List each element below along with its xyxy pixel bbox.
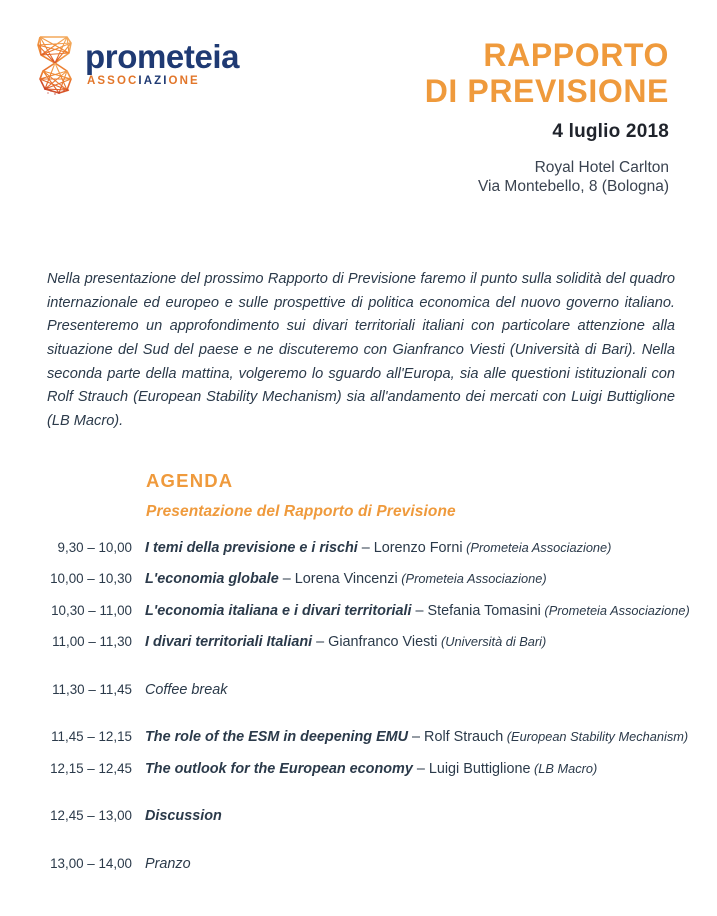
agenda-row-entry bbox=[145, 539, 611, 558]
agenda-row-separator: – bbox=[412, 760, 429, 777]
agenda-subheading: Presentazione del Rapporto di Previsione bbox=[146, 503, 456, 520]
agenda-row-entry bbox=[145, 760, 597, 779]
agenda-row-entry bbox=[145, 570, 547, 589]
agenda-row-title: Discussion bbox=[145, 808, 222, 825]
prometeia-helix-icon bbox=[33, 33, 77, 97]
agenda-row-time: 11,45 – 12,15 bbox=[51, 729, 132, 745]
agenda-row-title: I temi della previsione e i rischi bbox=[145, 540, 358, 556]
agenda-row-separator: – bbox=[408, 729, 425, 746]
agenda-row-affiliation: (Prometeia Associazione) bbox=[397, 571, 547, 587]
agenda-row-title: The outlook for the European economy bbox=[145, 760, 413, 777]
agenda-row bbox=[0, 728, 717, 747]
agenda-row-time: 12,45 – 13,00 bbox=[50, 808, 132, 824]
agenda-section bbox=[0, 470, 717, 874]
agenda-row-title: L'economia italiana e i divari territoriali bbox=[145, 602, 412, 619]
agenda-row-entry bbox=[145, 855, 191, 874]
agenda-row-speaker: Lorenzo Forni bbox=[373, 540, 463, 556]
agenda-row bbox=[0, 855, 717, 874]
agenda-row-separator: – bbox=[278, 571, 295, 588]
agenda-row-title: L'economia globale bbox=[145, 571, 279, 588]
page-header bbox=[0, 0, 717, 200]
intro-paragraph: Nella presentazione del prossimo Rapporto di Previsione faremo il punto sulla solidità del quadro internazionale ed europeo e sulle prospettive di politica economica del nuovo governo italiano. Presenteremo un approfondimento sui divari territoriali italiani con particolare attenzione alla situazione del Sud del paese e ne discuteremo con Gianfranco Viesti (Università di Bari). Nella seconda parte della mattina, volgeremo lo sguardo all'Europa, sia alle questioni istituzionali con Rolf Strauch (European Stability Mechanism) sia all'andamento dei mercati con Luigi Buttiglione (LB Macro). bbox=[47, 271, 675, 429]
agenda-heading: AGENDA bbox=[146, 470, 234, 491]
logo-subtitle-suffix: ONE bbox=[168, 75, 200, 88]
agenda-row-time: 9,30 – 10,00 bbox=[57, 540, 132, 555]
venue-name: Royal Hotel Carlton bbox=[534, 158, 669, 176]
agenda-row-time: 11,00 – 11,30 bbox=[52, 634, 132, 650]
agenda-row-speaker: Rolf Strauch bbox=[424, 729, 504, 746]
agenda-row-entry bbox=[145, 807, 222, 826]
agenda-row bbox=[0, 807, 717, 826]
agenda-row-affiliation: (Prometeia Associazione) bbox=[462, 540, 612, 555]
agenda-row-title: The role of the ESM in deepening EMU bbox=[145, 729, 409, 746]
agenda-row-time: 10,30 – 11,00 bbox=[51, 602, 132, 618]
agenda-row-speaker: Gianfranco Viesti bbox=[328, 634, 438, 651]
agenda-row bbox=[0, 539, 717, 558]
agenda-row-title: Coffee break bbox=[145, 681, 228, 698]
agenda-list bbox=[0, 539, 717, 874]
agenda-row-speaker: Stefania Tomasini bbox=[427, 602, 541, 619]
event-title-line1: RAPPORTO bbox=[483, 37, 669, 73]
event-title-line2: DI PREVISIONE bbox=[424, 72, 669, 109]
agenda-row-time: 11,30 – 11,45 bbox=[52, 681, 132, 697]
agenda-row-entry bbox=[145, 602, 690, 621]
agenda-row-separator: – bbox=[357, 540, 374, 556]
logo-subtitle-accent: IAZI bbox=[138, 75, 169, 88]
agenda-row-separator: – bbox=[411, 602, 428, 619]
agenda-row bbox=[0, 633, 717, 652]
agenda-row-time: 13,00 – 14,00 bbox=[50, 855, 132, 871]
agenda-row-separator: – bbox=[312, 634, 329, 651]
agenda-row-affiliation: (LB Macro) bbox=[530, 760, 598, 776]
agenda-row-affiliation: (Prometeia Associazione) bbox=[540, 602, 690, 618]
event-title bbox=[425, 38, 669, 110]
agenda-row-entry bbox=[145, 633, 546, 652]
logo-subtitle-prefix: ASSOC bbox=[87, 75, 139, 88]
agenda-row-affiliation: (Università di Bari) bbox=[437, 634, 547, 650]
agenda-row-time: 10,00 – 10,30 bbox=[50, 571, 132, 587]
agenda-row-title: Pranzo bbox=[145, 855, 191, 872]
event-date: 4 luglio 2018 bbox=[552, 120, 669, 142]
agenda-row-affiliation: (European Stability Mechanism) bbox=[503, 729, 689, 745]
title-block bbox=[425, 38, 669, 197]
agenda-row bbox=[0, 570, 717, 589]
logo-wordmark bbox=[85, 38, 240, 88]
agenda-row-time: 12,15 – 12,45 bbox=[50, 760, 132, 776]
logo-name: prometeia bbox=[85, 38, 240, 75]
agenda-row bbox=[0, 602, 717, 621]
agenda-row-title: I divari territoriali Italiani bbox=[145, 634, 313, 651]
agenda-row-speaker: Luigi Buttiglione bbox=[428, 760, 531, 777]
venue-address: Via Montebello, 8 (Bologna) bbox=[477, 178, 669, 196]
agenda-row-entry bbox=[145, 681, 227, 700]
agenda-row bbox=[0, 760, 717, 779]
logo-subtitle bbox=[87, 75, 239, 87]
prometeia-logo bbox=[33, 33, 239, 97]
event-venue bbox=[425, 158, 669, 198]
agenda-row bbox=[0, 681, 717, 700]
agenda-row-entry bbox=[145, 728, 688, 747]
agenda-row-speaker: Lorena Vincenzi bbox=[294, 571, 398, 588]
